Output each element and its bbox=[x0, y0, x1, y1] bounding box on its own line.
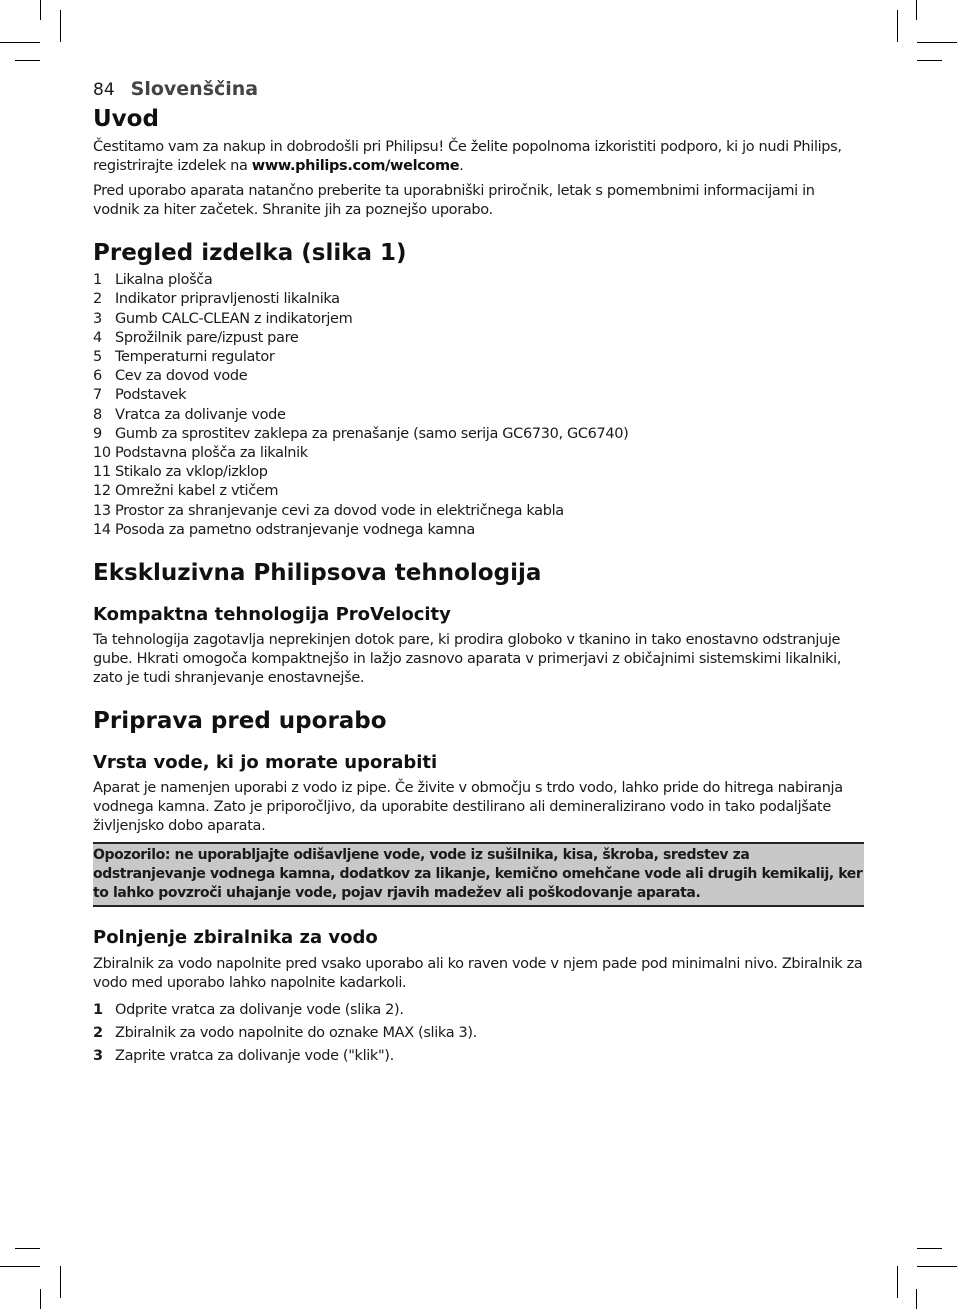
list-item bbox=[93, 329, 864, 348]
step-item bbox=[93, 1022, 864, 1045]
item-number: 2 bbox=[93, 291, 102, 308]
item-label: Gumb CALC-CLEAN z indikatorjem bbox=[115, 310, 353, 327]
list-item bbox=[93, 310, 864, 329]
item-label: Prostor za shranjevanje cevi za dovod vode in električnega kabla bbox=[115, 502, 564, 519]
fill-tank-subtitle: Polnjenje zbiralnika za vodo bbox=[93, 927, 378, 949]
list-item bbox=[93, 367, 864, 386]
item-number: 10 bbox=[93, 445, 111, 462]
step-number: 3 bbox=[93, 1048, 103, 1064]
exclusive-section bbox=[93, 560, 864, 688]
crop-mark bbox=[897, 10, 898, 42]
item-number: 4 bbox=[93, 329, 102, 346]
list-item bbox=[93, 425, 864, 444]
preparation-section bbox=[93, 708, 864, 1068]
page-language: Slovenščina bbox=[130, 78, 259, 100]
water-type-subtitle: Vrsta vode, ki jo morate uporabiti bbox=[93, 751, 438, 773]
list-item bbox=[93, 482, 864, 501]
exclusive-title: Ekskluzivna Philipsova tehnologija bbox=[93, 560, 542, 587]
intro-section bbox=[93, 106, 864, 220]
fill-tank-text: Zbiralnik za vodo napolnite pred vsako uporabo ali ko raven vode v njem pade pod minimalni nivo. Zbiralnik za vodo med uporabo lahko napolnite kadarkoli. bbox=[93, 956, 863, 991]
step-item bbox=[93, 1045, 864, 1068]
crop-mark bbox=[0, 42, 40, 43]
step-text: Odprite vratca za dolivanje vode (slika 2). bbox=[115, 1002, 404, 1018]
item-label: Indikator pripravljenosti likalnika bbox=[115, 291, 340, 308]
item-label: Temperaturni regulator bbox=[115, 349, 275, 365]
item-label: Podstavek bbox=[115, 387, 187, 404]
intro-text: Čestitamo vam za nakup in dobrodošli pri Philipsu! Če želite popolnoma izkoristiti podporo, ki jo nudi Philips, registrirajte izdelek na bbox=[93, 138, 842, 174]
step-text: Zbiralnik za vodo napolnite do oznake MAX (slika 3). bbox=[115, 1025, 477, 1041]
fill-steps-list bbox=[93, 999, 864, 1068]
list-item bbox=[93, 271, 864, 290]
step-number: 2 bbox=[93, 1025, 103, 1041]
item-number: 14 bbox=[93, 521, 111, 538]
crop-mark bbox=[917, 1266, 957, 1267]
crop-mark bbox=[897, 1266, 898, 1298]
crop-mark bbox=[917, 1248, 942, 1249]
list-item bbox=[93, 444, 864, 463]
intro-paragraph-2: Pred uporabo aparata natančno preberite ta uporabniški priročnik, letak s pomembnimi informacijami in vodnik za hiter začetek. Shranite jih za poznejšo uporabo. bbox=[93, 182, 815, 218]
item-number: 1 bbox=[93, 272, 102, 289]
crop-mark bbox=[15, 1248, 40, 1249]
item-number: 3 bbox=[93, 310, 102, 327]
parts-list bbox=[93, 271, 864, 540]
page-header bbox=[93, 78, 864, 100]
item-number: 8 bbox=[93, 406, 102, 423]
crop-mark bbox=[916, 0, 917, 20]
item-number: 6 bbox=[93, 368, 102, 385]
provelocity-subtitle: Kompaktna tehnologija ProVelocity bbox=[93, 603, 451, 625]
item-number: 9 bbox=[93, 425, 102, 442]
preparation-title: Priprava pred uporabo bbox=[93, 708, 387, 735]
page-number: 84 bbox=[93, 80, 115, 100]
item-number: 7 bbox=[93, 387, 102, 404]
intro-title: Uvod bbox=[93, 106, 159, 132]
item-number: 5 bbox=[93, 349, 102, 365]
intro-text-end: . bbox=[459, 157, 464, 174]
item-label: Posoda za pametno odstranjevanje vodnega kamna bbox=[115, 521, 475, 538]
page-content bbox=[93, 78, 864, 1068]
crop-mark bbox=[40, 1289, 41, 1309]
item-label: Sprožilnik pare/izpust pare bbox=[115, 329, 299, 346]
item-label: Likalna plošča bbox=[115, 272, 213, 289]
item-label: Podstavna plošča za likalnik bbox=[115, 445, 308, 462]
item-label: Gumb za sprostitev zaklepa za prenašanje (samo serija GC6730, GC6740) bbox=[115, 425, 629, 442]
item-label: Stikalo za vklop/izklop bbox=[115, 464, 268, 481]
warning-box: Opozorilo: ne uporabljajte odišavljene vode, vode iz sušilnika, kisa, škroba, sredstev za odstranjevanje vodnega kamna, dodatkov za likanje, kemično omehčane vode ali drugih kemikalij, ker to lahko povzroči uhajanje vode, pojav rjavih madežev ali poškodovanje aparata. bbox=[93, 842, 864, 907]
crop-mark bbox=[917, 60, 942, 61]
step-number: 1 bbox=[93, 1002, 103, 1018]
list-item bbox=[93, 521, 864, 540]
crop-mark bbox=[917, 42, 957, 43]
item-number: 13 bbox=[93, 502, 111, 519]
water-type-text: Aparat je namenjen uporabi z vodo iz pipe. Če živite v območju s trdo vodo, lahko pride do hitrega nabiranja vodnega kamna. Zato je priporočljivo, da uporabite destilirano ali demineralizirano vodo in tako podaljšate življenjsko dobo aparata. bbox=[93, 780, 843, 835]
overview-section bbox=[93, 240, 864, 540]
provelocity-text: Ta tehnologija zagotavlja neprekinjen dotok pare, ki prodira globoko v tkanino in tako enostavno odstranjuje gube. Hkrati omogoča kompaktnejšo in lažjo zasnovo aparata v primerjavi z običajnimi sistemskimi likalniki, zato je tudi shranjevanje enostavnejše. bbox=[93, 632, 842, 687]
crop-mark bbox=[0, 1266, 40, 1267]
crop-mark bbox=[15, 60, 40, 61]
list-item bbox=[93, 386, 864, 405]
item-number: 12 bbox=[93, 483, 111, 500]
list-item bbox=[93, 348, 864, 367]
list-item bbox=[93, 502, 864, 521]
crop-mark bbox=[916, 1289, 917, 1309]
step-item bbox=[93, 999, 864, 1022]
item-number: 11 bbox=[93, 464, 111, 481]
crop-mark bbox=[60, 1266, 61, 1298]
list-item bbox=[93, 406, 864, 425]
list-item bbox=[93, 463, 864, 482]
crop-mark bbox=[40, 0, 41, 20]
item-label: Cev za dovod vode bbox=[115, 368, 248, 385]
intro-paragraph bbox=[93, 138, 864, 176]
list-item bbox=[93, 290, 864, 309]
crop-mark bbox=[60, 10, 61, 42]
welcome-link[interactable]: www.philips.com/welcome bbox=[251, 157, 460, 174]
step-text: Zaprite vratca za dolivanje vode ("klik"). bbox=[115, 1048, 394, 1064]
item-label: Omrežni kabel z vtičem bbox=[115, 483, 279, 500]
overview-title: Pregled izdelka (slika 1) bbox=[93, 239, 407, 266]
item-label: Vratca za dolivanje vode bbox=[115, 406, 286, 423]
